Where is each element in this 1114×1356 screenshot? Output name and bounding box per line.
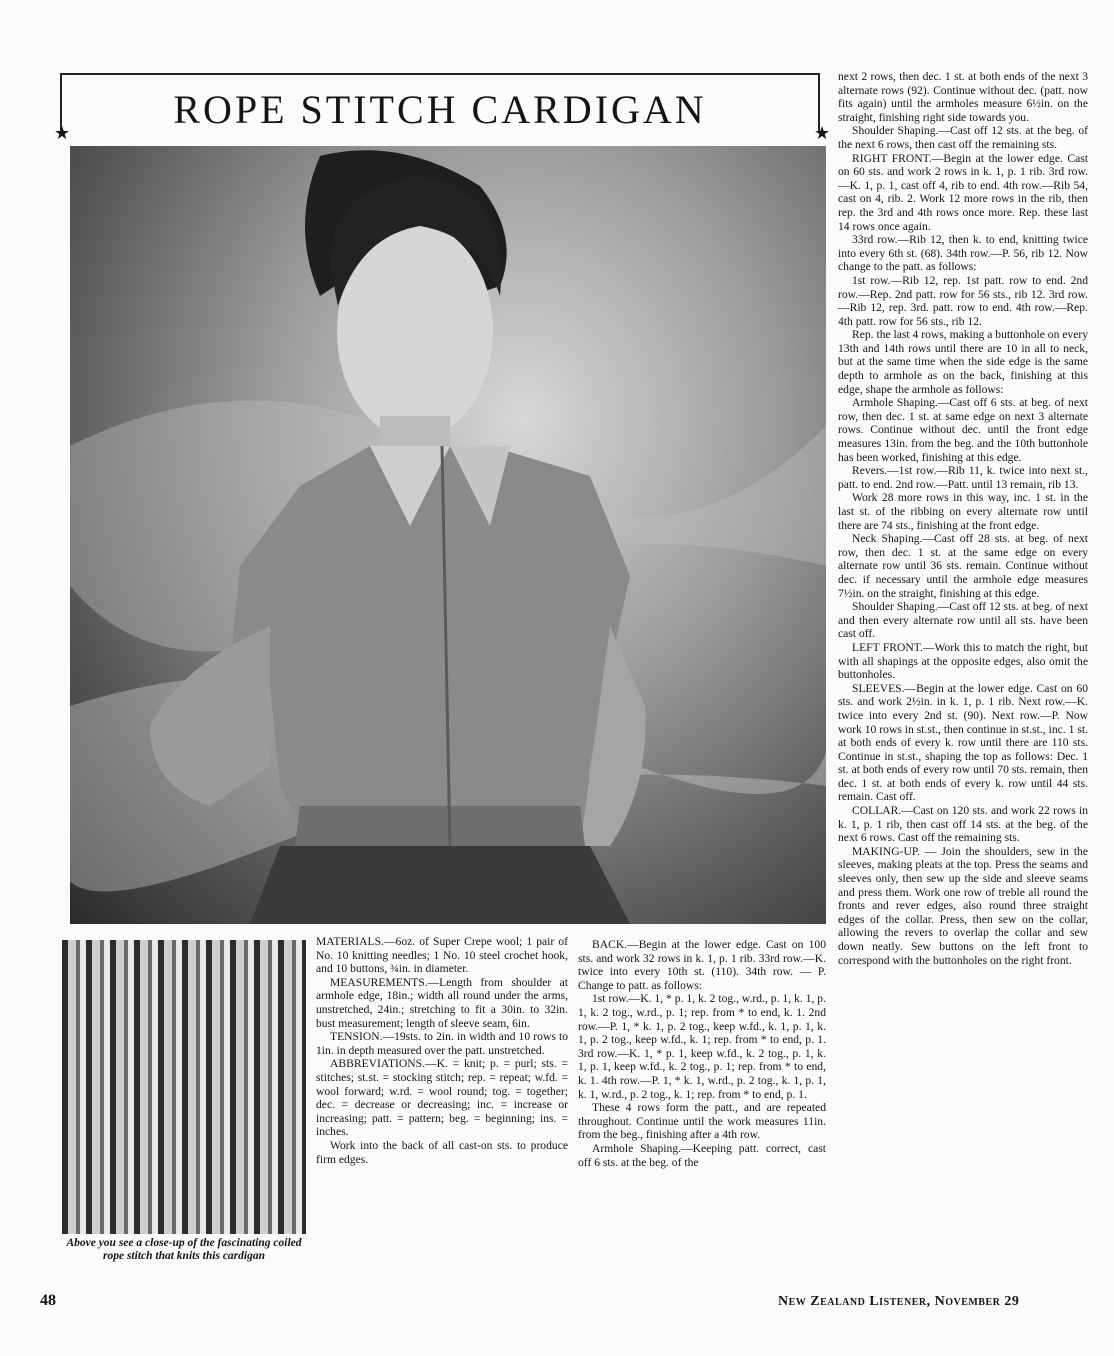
- paragraph: LEFT FRONT.—Work this to match the right, but with all shapings at the opposite edges, also omit the buttonholes.: [838, 640, 1088, 682]
- page-number: 48: [40, 1292, 56, 1309]
- paragraph: Work 28 more rows in this way, inc. 1 st. in the last st. of the ribbing on every alternate row until there are 74 sts., finishing at the front edge.: [838, 491, 1088, 532]
- page-title: ROPE STITCH CARDIGAN: [173, 87, 707, 132]
- instructions-column-3: [838, 70, 1088, 967]
- pattern-repeat-paragraph: These 4 rows form the patt., and are repeated throughout. Continue until the work measures 11in. from the beg., finishing after a 4th row.: [578, 1101, 826, 1142]
- paragraph: MAKING-UP. — Join the shoulders, sew in the sleeves, making pleats at the top. Press the seams and sleeves only, then sew up the side and sleeve seams and press them. Work one row of treble all round the fronts and rever edges, also round three straight edges of the collar. Press, then sew on the collar, allowing the revers to overlap the collar and sew down neatly. Sew buttons on the left front to correspond with the buttonholes on the right front.: [838, 844, 1088, 967]
- star-icon: ★: [54, 123, 71, 143]
- closeup-caption: Above you see a close-up of the fascinating coiled rope stitch that knits this cardigan: [66, 1237, 302, 1262]
- publication-footer: New Zealand Listener, November 29: [778, 1294, 1020, 1309]
- cast-on-note: Work into the back of all cast-on sts. to produce firm edges.: [316, 1138, 568, 1166]
- paragraph: 33rd row.—Rib 12, then k. to end, knitting twice into every 6th st. (68). 34th row.—P. 56, rib 12. Now change to the patt. as follows:: [838, 233, 1088, 274]
- photo-illustration: [70, 146, 826, 924]
- instructions-column-2: [578, 938, 826, 1169]
- materials-paragraph: MATERIALS.—6oz. of Super Crepe wool; 1 pair of No. 10 knitting needles; 1 No. 10 steel crochet hook, and 10 buttons, ¾in. in diameter.: [316, 935, 568, 976]
- paragraph: Shoulder Shaping.—Cast off 12 sts. at beg. of next and then every alternate row until all sts. have been cast off.: [838, 600, 1088, 641]
- paragraph: Neck Shaping.—Cast off 28 sts. at beg. of next row, then dec. 1 st. at the same edge on every alternate row until 36 sts. remain. Continue without dec. if necessary until the armhole edge measures 7½in. on the straight, finishing at this edge.: [838, 532, 1088, 600]
- cardigan-photo: [70, 146, 826, 924]
- armhole-shaping-paragraph: Armhole Shaping.—Keeping patt. correct, cast off 6 sts. at the beg. of the: [578, 1141, 826, 1169]
- abbreviations-paragraph: ABBREVIATIONS.—K. = knit; p. = purl; sts. = stitches; st.st. = stocking stitch; rep. = repeat; w.fd. = wool forward; w.rd. = wool round; tog. = together; dec. = decrease or decreasing; inc. = increase or increasing; patt. = pattern; beg. = beginning; ins. = inches.: [316, 1057, 568, 1139]
- star-icon: ★: [814, 123, 831, 143]
- paragraph: SLEEVES.—Begin at the lower edge. Cast on 60 sts. and work 2½in. in k. 1, p. 1 rib. Next row.—K. twice into every 2nd st. (90). Next row.—P. Now work 10 rows in st.st., then continue in st.st., inc. 1 st. at both ends of every k. row until there are 110 sts. Continue in st.st., shaping the top as follows: Dec. 1 st. at both ends of every row until 70 sts. remain, then dec. 1 st. at both ends of every k. row until 44 sts. remain. Cast off.: [838, 681, 1088, 804]
- pattern-rows-paragraph: 1st row.—K. 1, * p. 1, k. 2 tog., w.rd., p. 1, k. 1, p. 1, k. 2 tog., w.rd., p. 1; rep. from * to end, k. 1. 2nd row.—P. 1, * k. 1, p. 2 tog., keep w.fd., k. 1, p. 1, k. 1, p. 2 tog., keep w.fd., k. 1; rep. from * to end, p. 1. 3rd row.—K. 1, * p. 1, keep w.fd., k. 2 tog., p. 1, k. 1, p. 1, keep w.fd., k. 2 tog., p. 1; rep. from * to end, k. 1. 4th row.—P. 1, * k. 1, w.rd., p. 2 tog., k. 1, p. 1, k. 1, w.rd., p. 2 tog., k. 1; rep. from * to end, p. 1.: [578, 992, 826, 1101]
- back-paragraph: BACK.—Begin at the lower edge. Cast on 100 sts. and work 32 rows in k. 1, p. 1 rib. 33rd row.—K. twice into every 10th st. (110). 34th row. — P. Change to patt. as follows:: [578, 938, 826, 992]
- paragraph: next 2 rows, then dec. 1 st. at both ends of the next 3 alternate rows (92). Continue without dec. (patt. now fits again) until the armholes measure 6½in. on the straight, finishing right side towards you.: [838, 70, 1088, 124]
- paragraph: Armhole Shaping.—Cast off 6 sts. at beg. of next row, then dec. 1 st. at same edge on next 3 alternate rows. Continue without dec. until the front edge measures 13in. from the beg. and the 10th buttonhole has been worked, finishing at this edge.: [838, 396, 1088, 464]
- paragraph: COLLAR.—Cast on 120 sts. and work 22 rows in k. 1, p. 1 rib, then cast off 14 sts. at the beg. of the next 6 rows. Cast off the remaining sts.: [838, 804, 1088, 845]
- paragraph: Revers.—1st row.—Rib 11, k. twice into next st., patt. to end. 2nd row.—Patt. until 13 remain, rib 13.: [838, 464, 1088, 491]
- measurements-paragraph: MEASUREMENTS.—Length from shoulder at armhole edge, 18in.; width all round under the arms, unstretched, 24in.; stretching to fit a 30in. to 32in. bust measurement; length of sleeve seam, 6in.: [316, 975, 568, 1030]
- instructions-column-1: [316, 935, 568, 1166]
- paragraph: Rep. the last 4 rows, making a buttonhole on every 13th and 14th rows until there are 10 in all to neck, but at the same time when the side edge is the same depth to armhole as on the back, finishing at this edge, shape the armhole as follows:: [838, 328, 1089, 396]
- tension-paragraph: TENSION.—19sts. to 2in. in width and 10 rows to 1in. in depth measured over the patt. unstretched.: [316, 1030, 568, 1057]
- paragraph: RIGHT FRONT.—Begin at the lower edge. Cast on 60 sts. and work 2 rows in k. 1, p. 1 rib. 3rd row.—K. 1, p. 1, cast off 4, rib to end. 4th row.—Rib 54, cast on 4, rib. 2. Work 12 more rows in the rib, then rep. the 3rd and 4th rows once more. Rep. these last 14 rows once again.: [838, 151, 1088, 233]
- stitch-closeup-photo: [62, 940, 306, 1234]
- paragraph: Shoulder Shaping.—Cast off 12 sts. at the beg. of the next 6 rows, then cast off the remaining sts.: [838, 124, 1088, 151]
- paragraph: 1st row.—Rib 12, rep. 1st patt. row to end. 2nd row.—Rep. 2nd patt. row for 56 sts., rib 12. 3rd row.—Rib 12, rep. 3rd. patt. row to end. 4th row.—Rep. 4th patt. row for 56 sts., rib 12.: [838, 273, 1088, 328]
